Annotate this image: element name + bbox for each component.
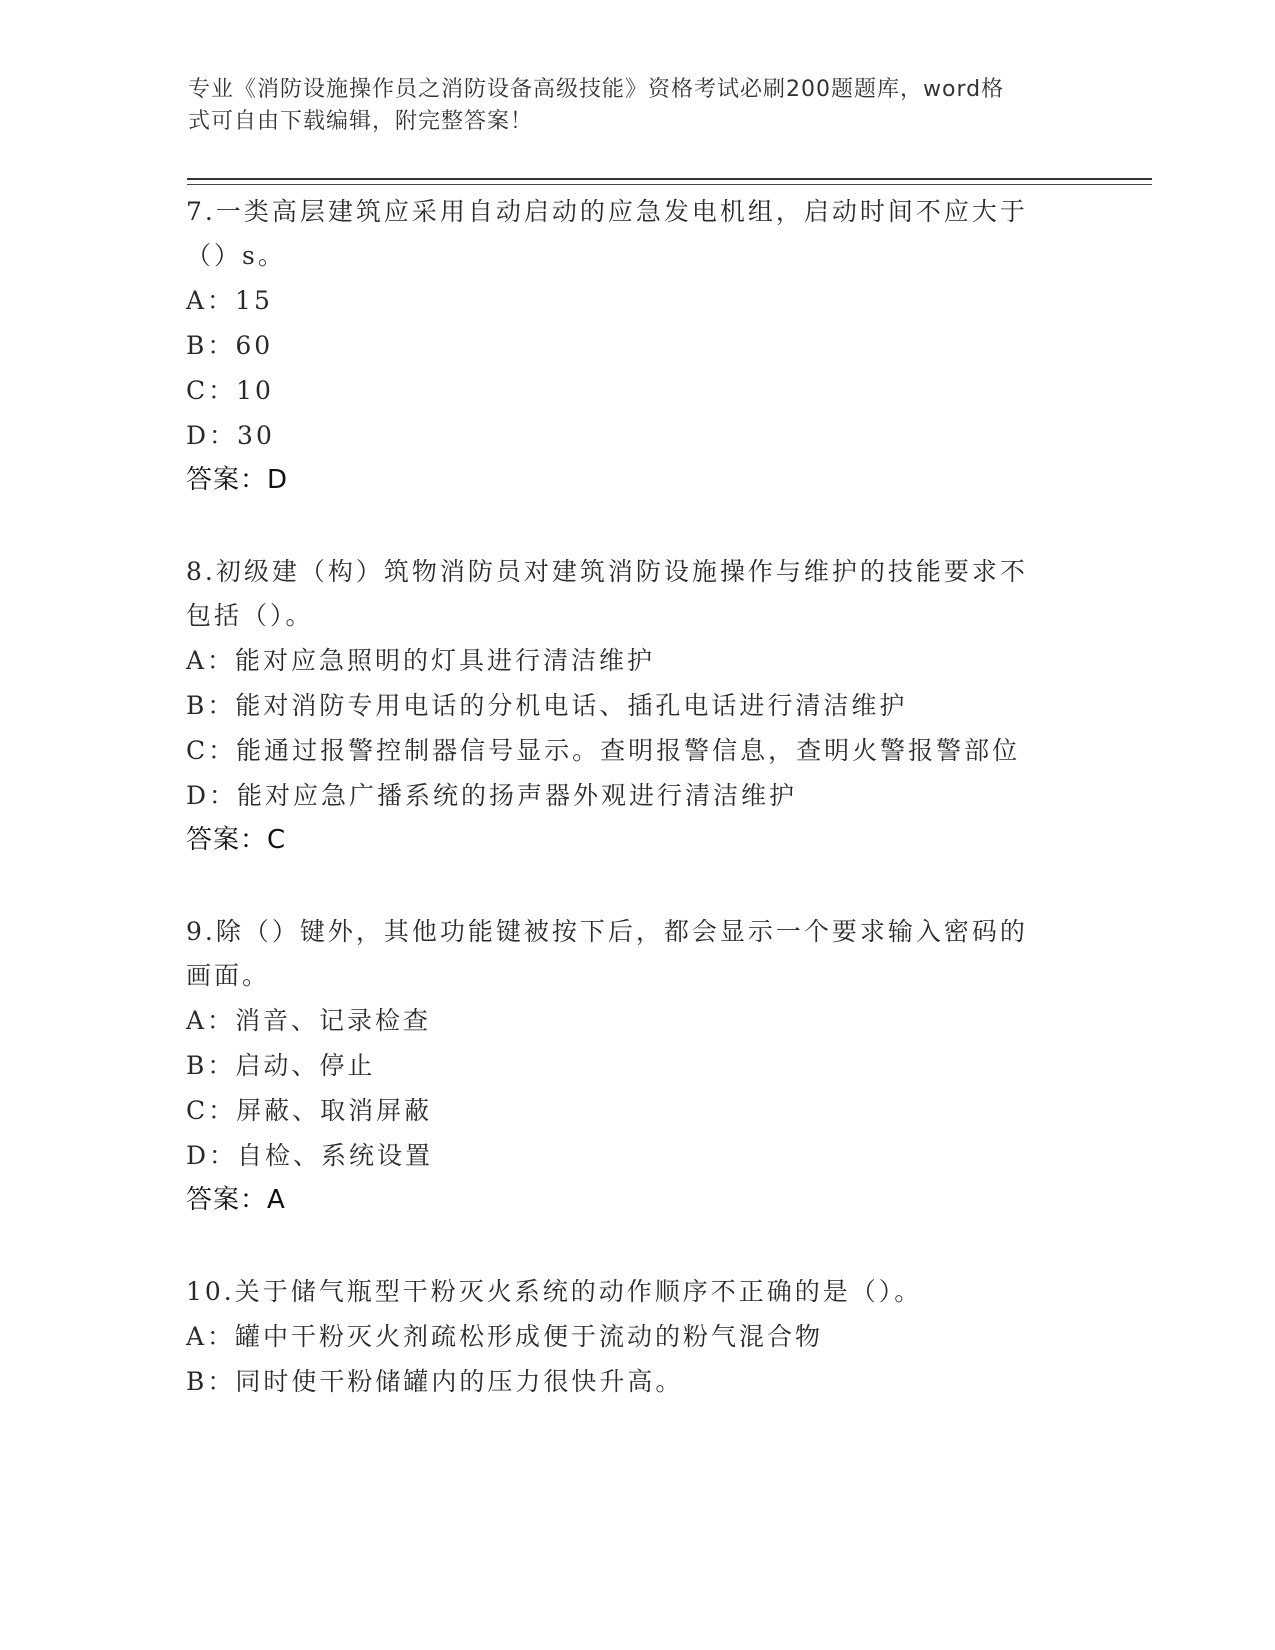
option-c: C：10 [186, 376, 274, 405]
header-line-1: 专业《消防设施操作员之消防设备高级技能》资格考试必刷200题题库，word格 [188, 77, 1005, 102]
question-7 [186, 190, 1086, 502]
option-b: B：60 [186, 331, 274, 360]
option-d: D：30 [186, 421, 275, 450]
answer-line: 答案：A [186, 1185, 286, 1215]
option-d: D：自检、系统设置 [186, 1141, 434, 1170]
question-stem-line-1: 7.一类高层建筑应采用自动启动的应急发电机组，启动时间不应大于 [186, 197, 1028, 226]
option-c: C：屏蔽、取消屏蔽 [186, 1096, 433, 1125]
option-c: C：能通过报警控制器信号显示。查明报警信息，查明火警报警部位 [186, 736, 1021, 765]
question-stem [186, 1270, 1086, 1314]
question-stem-line-1: 9.除（）键外，其他功能键被按下后，都会显示一个要求输入密码的 [186, 917, 1028, 946]
question-stem-line-2: 包括（）。 [186, 601, 314, 630]
header-divider-thin [187, 184, 1152, 185]
question-stem [186, 910, 1086, 998]
header-divider-thick [187, 178, 1152, 180]
option-b: B：能对消防专用电话的分机电话、插孔电话进行清洁维护 [186, 691, 908, 720]
answer-line: 答案：D [186, 465, 289, 495]
option-b: B：启动、停止 [186, 1051, 376, 1080]
header-line-2: 式可自由下载编辑，附完整答案！ [188, 109, 534, 134]
option-a: A：能对应急照明的灯具进行清洁维护 [186, 646, 656, 675]
option-d: D：能对应急广播系统的扬声器外观进行清洁维护 [186, 781, 798, 810]
option-b: B：同时使干粉储罐内的压力很快升高。 [186, 1367, 684, 1396]
question-stem-line-1: 8.初级建（构）筑物消防员对建筑消防设施操作与维护的技能要求不 [186, 557, 1028, 586]
option-a: A：消音、记录检查 [186, 1006, 432, 1035]
question-stem-line-2: （）s。 [186, 241, 286, 270]
answer-line: 答案：C [186, 825, 287, 855]
question-stem [186, 190, 1086, 278]
question-stem-line-1: 10.关于储气瓶型干粉灭火系统的动作顺序不正确的是（）。 [186, 1277, 923, 1306]
question-10 [186, 1270, 1086, 1404]
question-stem [186, 550, 1086, 638]
question-list [186, 190, 1086, 1404]
option-a: A：15 [186, 286, 273, 315]
document-header [188, 74, 1068, 138]
option-a: A：罐中干粉灭火剂疏松形成便于流动的粉气混合物 [186, 1322, 824, 1351]
question-9 [186, 910, 1086, 1222]
question-stem-line-2: 画面。 [186, 961, 271, 990]
question-8 [186, 550, 1086, 862]
